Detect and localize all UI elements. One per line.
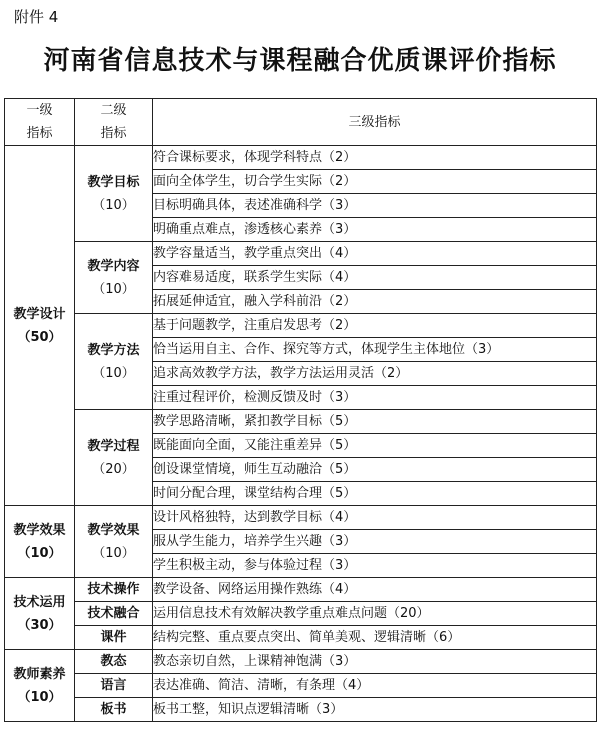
table-row	[5, 242, 597, 266]
level2-name: 教学内容	[87, 258, 140, 274]
level2-name: 技术融合	[87, 606, 140, 621]
level3-indicator: 创设课堂情境，师生互动融洽（5）	[153, 458, 597, 482]
header-level2-line2: 指标	[100, 126, 127, 141]
table-row	[5, 506, 597, 530]
level3-indicator: 目标明确具体，表述准确科学（3）	[153, 194, 597, 218]
level3-indicator: 教态亲切自然，上课精神饱满（3）	[153, 650, 597, 674]
level3-indicator: 注重过程评价，检测反馈及时（3）	[153, 386, 597, 410]
level2-indicator	[75, 314, 153, 410]
table-row	[5, 650, 597, 674]
level3-indicator: 恰当运用自主、合作、探究等方式，体现学生主体地位（3）	[153, 338, 597, 362]
level2-name: 教学效果	[87, 522, 140, 538]
level1-name: 教学设计	[13, 306, 66, 322]
level1-indicator	[5, 578, 75, 650]
table-row	[5, 626, 597, 650]
table-row	[5, 674, 597, 698]
level2-score: （10）	[92, 545, 135, 561]
level3-indicator: 内容难易适度，联系学生实际（4）	[153, 266, 597, 290]
level3-indicator: 符合课标要求，体现学科特点（2）	[153, 146, 597, 170]
level3-indicator: 明确重点难点，渗透核心素养（3）	[153, 218, 597, 242]
evaluation-table	[4, 98, 597, 722]
level3-indicator: 板书工整，知识点逻辑清晰（3）	[153, 698, 597, 722]
level2-indicator	[75, 602, 153, 626]
level3-indicator: 既能面向全面，又能注重差异（5）	[153, 434, 597, 458]
level3-indicator: 表达准确、简洁、清晰，有条理（4）	[153, 674, 597, 698]
level2-name: 教学过程	[87, 438, 140, 454]
table-row	[5, 698, 597, 722]
level3-indicator: 设计风格独特，达到教学目标（4）	[153, 506, 597, 530]
level2-name: 板书	[100, 702, 127, 717]
header-level1-line2: 指标	[26, 126, 53, 141]
level3-indicator: 基于问题教学，注重启发思考（2）	[153, 314, 597, 338]
level3-indicator: 教学容量适当，教学重点突出（4）	[153, 242, 597, 266]
level2-score: （10）	[92, 281, 135, 297]
level2-name: 教学目标	[87, 174, 140, 190]
header-level3: 三级指标	[153, 99, 597, 146]
level1-indicator	[5, 650, 75, 722]
header-level2-line1: 二级	[100, 103, 127, 118]
level1-name: 教师素养	[13, 666, 66, 682]
table-header-row	[5, 99, 597, 146]
annex-label: 附件 4	[14, 8, 59, 26]
level1-indicator	[5, 146, 75, 506]
level2-indicator	[75, 506, 153, 578]
table-row	[5, 410, 597, 434]
level2-name: 教态	[100, 654, 127, 669]
level1-score: （10）	[17, 689, 62, 705]
level2-score: （20）	[92, 461, 135, 477]
level2-score: （10）	[92, 197, 135, 213]
table-row	[5, 602, 597, 626]
level2-name: 教学方法	[87, 342, 140, 358]
level2-indicator	[75, 146, 153, 242]
header-level1-line1: 一级	[26, 103, 53, 118]
level2-indicator	[75, 674, 153, 698]
level3-indicator: 学生积极主动，参与体验过程（3）	[153, 554, 597, 578]
level2-indicator	[75, 650, 153, 674]
table-row	[5, 314, 597, 338]
level3-indicator: 追求高效教学方法，教学方法运用灵活（2）	[153, 362, 597, 386]
level3-indicator: 时间分配合理，课堂结构合理（5）	[153, 482, 597, 506]
level3-indicator: 结构完整、重点要点突出、简单美观、逻辑清晰（6）	[153, 626, 597, 650]
table-row	[5, 578, 597, 602]
level1-indicator	[5, 506, 75, 578]
level1-name: 技术运用	[13, 594, 66, 610]
level3-indicator: 服从学生能力，培养学生兴趣（3）	[153, 530, 597, 554]
level2-name: 课件	[100, 630, 127, 645]
level3-indicator: 教学思路清晰，紧扣教学目标（5）	[153, 410, 597, 434]
level1-score: （30）	[17, 617, 62, 633]
level1-name: 教学效果	[13, 522, 66, 538]
level2-score: （10）	[92, 365, 135, 381]
header-level2	[75, 99, 153, 146]
level2-indicator	[75, 698, 153, 722]
level2-indicator	[75, 626, 153, 650]
level1-score: （10）	[17, 545, 62, 561]
page-title: 河南省信息技术与课程融合优质课评价指标	[43, 46, 557, 76]
level1-score: （50）	[17, 329, 62, 345]
header-level1	[5, 99, 75, 146]
table-row	[5, 146, 597, 170]
level3-indicator: 运用信息技术有效解决教学重点难点问题（20）	[153, 602, 597, 626]
level3-indicator: 面向全体学生，切合学生实际（2）	[153, 170, 597, 194]
level2-name: 语言	[100, 678, 127, 693]
level3-indicator: 教学设备、网络运用操作熟练（4）	[153, 578, 597, 602]
level2-name: 技术操作	[87, 582, 140, 597]
level2-indicator	[75, 410, 153, 506]
level3-indicator: 拓展延伸适宜，融入学科前沿（2）	[153, 290, 597, 314]
level2-indicator	[75, 242, 153, 314]
level2-indicator	[75, 578, 153, 602]
